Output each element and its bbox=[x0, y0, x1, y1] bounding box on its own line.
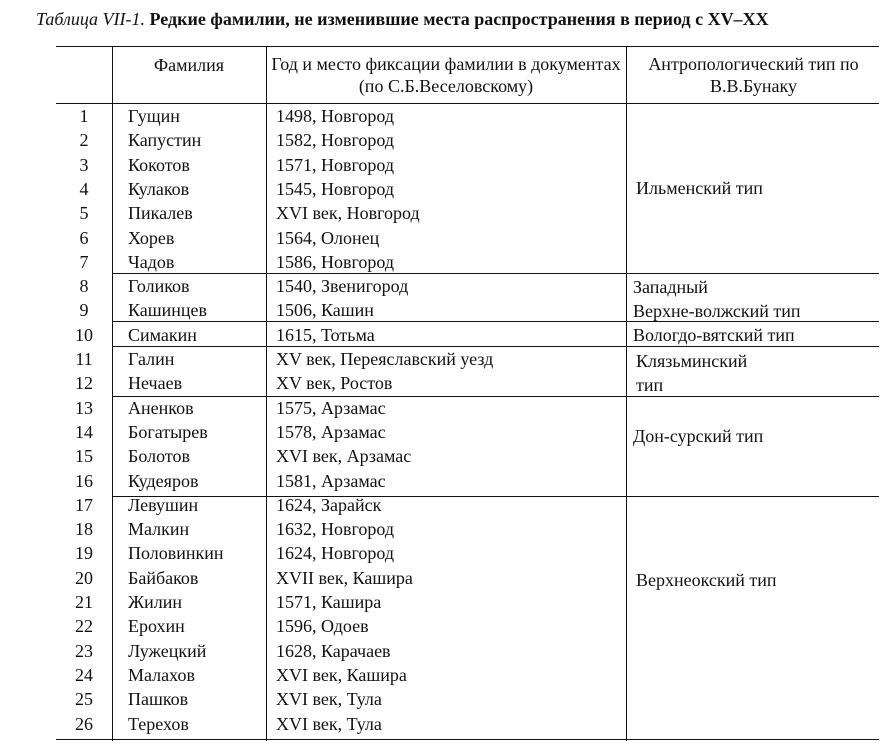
row-number: 22 bbox=[75, 616, 93, 636]
row-number: 4 bbox=[79, 179, 89, 199]
surname-cell: Кулаков bbox=[128, 179, 190, 199]
row-number: 17 bbox=[75, 495, 93, 515]
row-number: 11 bbox=[75, 349, 93, 369]
surname-cell: Гущин bbox=[128, 106, 180, 126]
group-rule bbox=[112, 396, 879, 397]
row-number: 25 bbox=[75, 689, 93, 709]
row-number: 21 bbox=[75, 592, 93, 612]
table-title: Редкие фамилии, не изменившие места распространения в период с XV–XX bbox=[149, 9, 769, 29]
surname-cell: Малахов bbox=[128, 665, 195, 685]
fixation-cell: 1632, Новгород bbox=[276, 519, 395, 539]
fixation-cell: 1624, Новгород bbox=[276, 543, 395, 563]
row-number: 2 bbox=[79, 130, 89, 150]
surname-cell: Малкин bbox=[128, 519, 190, 539]
group-rule bbox=[112, 496, 879, 497]
surname-cell: Болотов bbox=[128, 446, 190, 466]
anthro-type-label: Вологдо-вятский тип bbox=[633, 325, 795, 345]
surname-cell: Левушин bbox=[128, 495, 199, 515]
anthro-type-label: Клязьминский bbox=[636, 351, 748, 371]
row-number: 19 bbox=[75, 543, 93, 563]
row-number: 10 bbox=[75, 325, 93, 345]
surname-cell: Хорев bbox=[128, 228, 175, 248]
fixation-cell: XVI век, Новгород bbox=[276, 203, 420, 223]
surname-cell: Нечаев bbox=[128, 373, 183, 393]
row-number: 16 bbox=[75, 471, 93, 491]
fixation-cell: 1582, Новгород bbox=[276, 130, 395, 150]
fixation-cell: 1540, Звенигород bbox=[276, 276, 409, 296]
fixation-cell: XV век, Переяславский уезд bbox=[276, 349, 494, 369]
row-number: 24 bbox=[75, 665, 93, 685]
row-number: 7 bbox=[79, 252, 89, 272]
fixation-cell: XVI век, Арзамас bbox=[276, 446, 412, 466]
table-caption bbox=[36, 8, 881, 30]
surname-cell: Пикалев bbox=[128, 203, 193, 223]
fixation-cell: 1624, Зарайск bbox=[276, 495, 382, 515]
fixation-cell: 1571, Новгород bbox=[276, 155, 395, 175]
row-number: 23 bbox=[75, 641, 93, 661]
surname-cell: Капустин bbox=[128, 130, 202, 150]
surname-cell: Пашков bbox=[128, 689, 189, 709]
fixation-cell: 1575, Арзамас bbox=[276, 398, 386, 418]
fixation-cell: XV век, Ростов bbox=[276, 373, 393, 393]
row-number: 12 bbox=[75, 373, 93, 393]
fixation-cell: 1545, Новгород bbox=[276, 179, 395, 199]
row-number: 14 bbox=[75, 422, 93, 442]
row-number: 15 bbox=[75, 446, 93, 466]
anthro-type-label: тип bbox=[636, 375, 664, 395]
row-number: 3 bbox=[79, 155, 89, 175]
fixation-cell: 1615, Тотьма bbox=[276, 325, 375, 345]
fixation-cell: 1628, Карачаев bbox=[276, 641, 391, 661]
fixation-cell: 1506, Кашин bbox=[276, 300, 374, 320]
row-number: 9 bbox=[79, 300, 89, 320]
surnames-table bbox=[56, 46, 879, 741]
anthro-type-label: Верхне-волжский тип bbox=[633, 301, 801, 321]
row-number: 5 bbox=[79, 203, 89, 223]
surname-cell: Аненков bbox=[128, 398, 194, 418]
surname-cell: Чадов bbox=[128, 252, 175, 272]
surname-cell: Лужецкий bbox=[128, 641, 207, 661]
surname-cell: Кудеяров bbox=[128, 471, 199, 491]
surname-cell: Галин bbox=[128, 349, 175, 369]
row-number: 1 bbox=[79, 106, 89, 126]
row-number: 20 bbox=[75, 568, 93, 588]
row-number: 13 bbox=[75, 398, 93, 418]
surname-cell: Жилин bbox=[128, 592, 183, 612]
fixation-cell: XVI век, Тула bbox=[276, 714, 382, 734]
row-number: 26 bbox=[75, 714, 93, 734]
table-bottom-rule bbox=[56, 739, 879, 740]
col-divider bbox=[626, 46, 627, 741]
surname-cell: Байбаков bbox=[128, 568, 199, 588]
surname-cell: Богатырев bbox=[128, 422, 208, 442]
fixation-cell: 1586, Новгород bbox=[276, 252, 395, 272]
row-number: 6 bbox=[79, 228, 89, 248]
fixation-cell: 1596, Одоев bbox=[276, 616, 369, 636]
fixation-cell: 1578, Арзамас bbox=[276, 422, 386, 442]
fixation-cell: 1498, Новгород bbox=[276, 106, 395, 126]
anthro-type-label: Верхнеокский тип bbox=[636, 570, 777, 590]
surname-cell: Ерохин bbox=[128, 616, 185, 636]
header-fixation: Год и место фиксации фамилии в документах (по С.Б.Веселовскому) bbox=[271, 54, 621, 96]
fixation-cell: 1564, Олонец bbox=[276, 228, 380, 248]
fixation-cell: XVI век, Кашира bbox=[276, 665, 407, 685]
surname-cell: Симакин bbox=[128, 325, 197, 345]
surname-cell: Половинкин bbox=[128, 543, 224, 563]
fixation-cell: 1581, Арзамас bbox=[276, 471, 386, 491]
surname-cell: Терехов bbox=[128, 714, 189, 734]
fixation-cell: XVI век, Тула bbox=[276, 689, 382, 709]
header-surname: Фамилия bbox=[153, 55, 225, 75]
col-divider bbox=[112, 46, 113, 741]
col-divider bbox=[266, 46, 267, 741]
table-top-rule bbox=[56, 46, 879, 47]
fixation-cell: XVII век, Кашира bbox=[276, 568, 413, 588]
anthro-type-label: Ильменский тип bbox=[636, 178, 763, 198]
anthro-type-label: Западный bbox=[633, 277, 708, 297]
surname-cell: Кокотов bbox=[128, 155, 190, 175]
surname-cell: Кашинцев bbox=[128, 300, 208, 320]
row-number: 8 bbox=[79, 276, 89, 296]
header-anthro-type: Антропологический тип по В.В.Бунаку bbox=[648, 54, 859, 96]
fixation-cell: 1571, Кашира bbox=[276, 592, 382, 612]
row-number: 18 bbox=[75, 519, 93, 539]
table-label: Таблица VII-1. bbox=[36, 9, 146, 29]
anthro-type-label: Дон-сурский тип bbox=[633, 426, 764, 446]
surname-cell: Голиков bbox=[128, 276, 190, 296]
group-rule bbox=[112, 273, 879, 274]
